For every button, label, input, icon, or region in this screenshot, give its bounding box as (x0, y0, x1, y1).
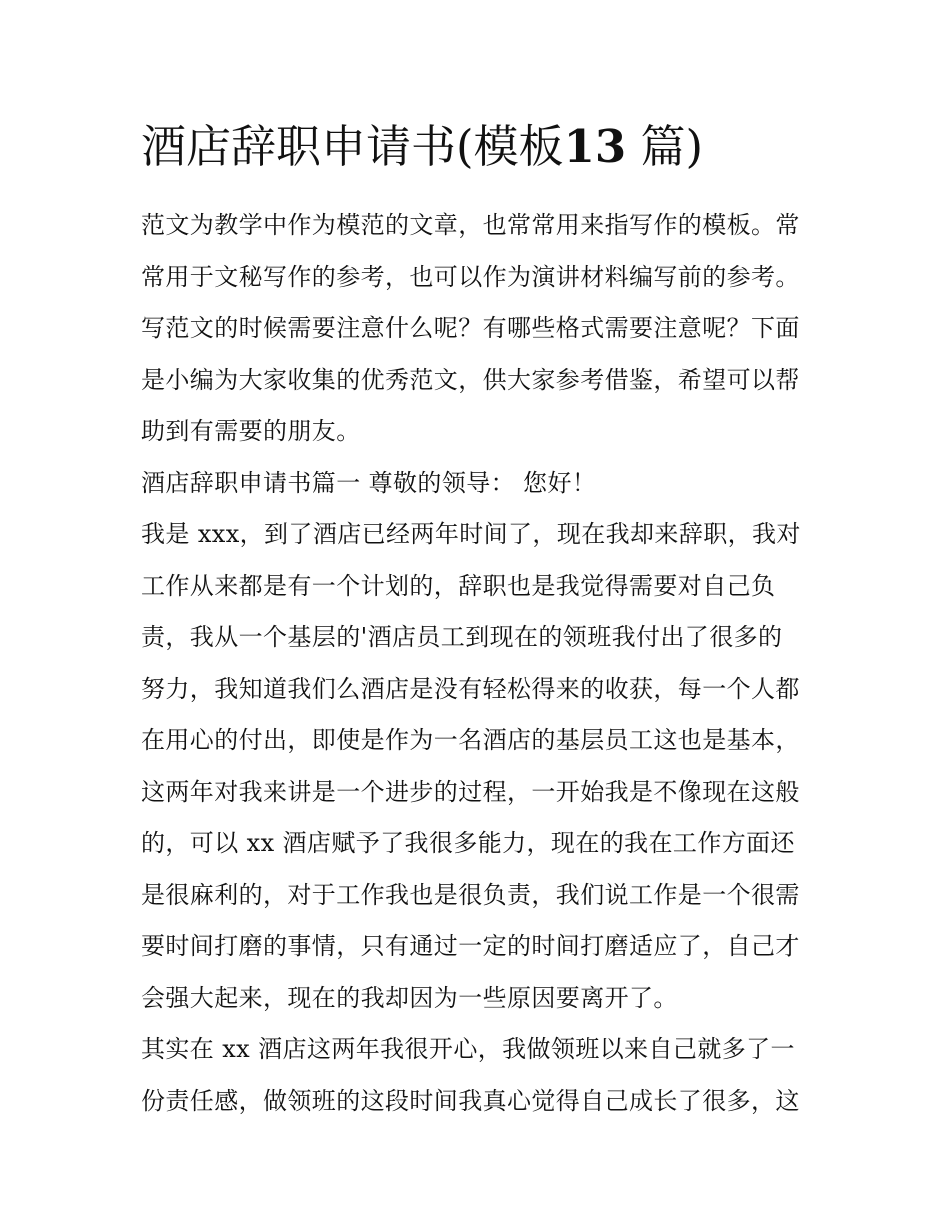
text-line: 范文为教学中作为模范的文章，也常常用来指写作的模板。常 (141, 211, 800, 239)
text-line: 会强大起来，现在的我却因为一些原因要离开了。 (141, 983, 678, 1012)
title-number: 13 (563, 120, 627, 173)
text-line: 助到有需要的朋友。 (141, 417, 361, 445)
text-line: 责，我从一个基层的'酒店员工到现在的领班我付出了很多的 (141, 623, 783, 651)
text-line: 是小编为大家收集的优秀范文，供大家参考借鉴，希望可以帮 (141, 365, 800, 394)
document-body (141, 200, 821, 1127)
text-line: 要时间打磨的事情，只有通过一定的时间打磨适应了，自己才 (141, 932, 800, 960)
document-title (141, 116, 841, 178)
text-line: 在用心的付出，即使是作为一名酒店的基层员工这也是基本， (141, 726, 800, 754)
text-line: 是很麻利的，对于工作我也是很负责，我们说工作是一个很需 (141, 880, 800, 909)
text-line: 工作从来都是有一个计划的，辞职也是我觉得需要对自己负 (141, 571, 776, 600)
text-line: 的，可以 xx 酒店赋予了我很多能力，现在的我在工作方面还 (141, 829, 795, 857)
text-line: 这两年对我来讲是一个进步的过程，一开始我是不像现在这般 (141, 777, 800, 806)
title-suffix: 篇) (640, 120, 704, 173)
text-line: 努力，我知道我们么酒店是没有轻松得来的收获，每一个人都 (141, 674, 800, 703)
text-line: 我是 xxx，到了酒店已经两年时间了，现在我却来辞职，我对 (141, 520, 801, 548)
text-line: 酒店辞职申请书篇一 尊敬的领导： 您好！ (141, 468, 597, 497)
text-line: 份责任感，做领班的这段时间我真心觉得自己成长了很多，这 (141, 1086, 800, 1115)
text-line: 其实在 xx 酒店这两年我很开心，我做领班以来自己就多了一 (141, 1035, 795, 1063)
text-line: 写范文的时候需要注意什么呢？有哪些格式需要注意呢？下面 (141, 314, 800, 342)
title-text: 酒店辞职申请书(模板 (141, 120, 564, 173)
text-line: 常用于文秘写作的参考，也可以作为演讲材料编写前的参考。 (141, 262, 800, 291)
